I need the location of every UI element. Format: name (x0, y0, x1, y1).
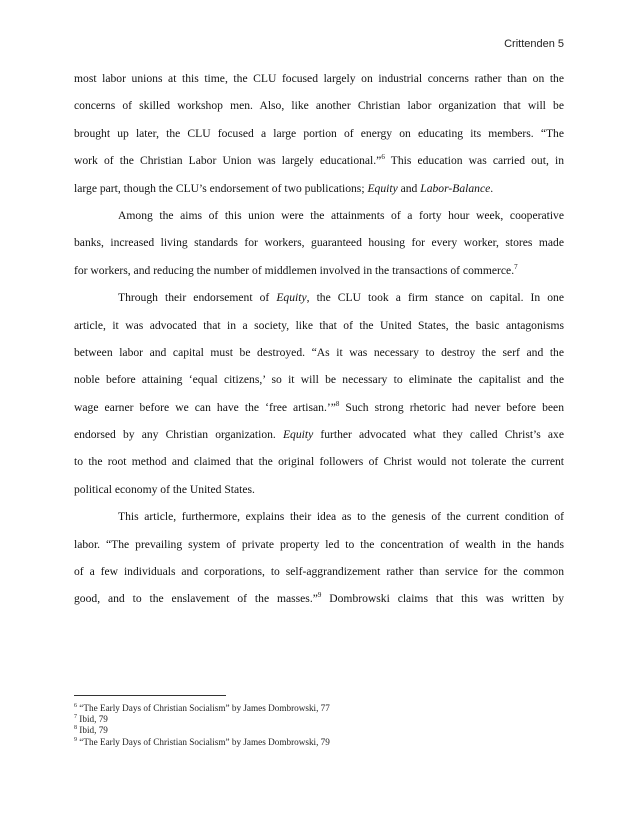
footnote-number: 6 (74, 702, 77, 709)
footnote (74, 725, 554, 736)
text-run: concerns of skilled workshop men. Also, like another Christian labor organization that will be (74, 99, 564, 113)
text-line (74, 70, 564, 97)
text-run: . (490, 181, 494, 195)
text-line (74, 234, 564, 261)
text-run: This education was carried out, in (384, 154, 564, 168)
text-line (74, 563, 564, 590)
footnote-ref: 8 (335, 399, 340, 408)
publication-title: Equity (282, 428, 314, 442)
footnote (74, 737, 554, 748)
text-run: labor. “The prevailing system of private property led to the concentration of wealth in the hands (74, 537, 564, 551)
text-run: large part, though the CLU’s endorsement of two publications; (74, 181, 368, 195)
text-line (74, 125, 564, 152)
header-page-number: 5 (557, 38, 564, 50)
text-run: , the CLU took a firm stance on capital. In one (306, 291, 564, 305)
text-line (74, 180, 564, 207)
publication-title: Labor-Balance (420, 181, 491, 195)
publication-title: Equity (276, 291, 307, 305)
footnote (74, 714, 554, 725)
footnote-number: 7 (74, 714, 77, 721)
text-line (74, 262, 564, 289)
text-run: Dombrowski claims that this was written by (321, 592, 564, 606)
text-line (74, 426, 564, 453)
text-run: banks, increased living standards for workers, guaranteed housing for every worker, stores made (74, 236, 564, 250)
text-run: article, it was advocated that in a society, like that of the United States, the basic antagonisms (74, 318, 564, 332)
text-run: and (397, 181, 421, 195)
text-run: political economy of the United States. (74, 482, 255, 496)
footnote-number: 9 (74, 736, 77, 743)
footnote (74, 703, 554, 714)
text-line (74, 207, 564, 234)
footnote-text: Ibid, 79 (79, 725, 108, 736)
text-line (74, 344, 564, 371)
text-run: This article, furthermore, explains their idea as to the genesis of the current condition of (118, 510, 564, 524)
footnote-ref: 7 (514, 262, 518, 271)
text-run: between labor and capital must be destroyed. “As it was necessary to destroy the serf and the (74, 345, 564, 359)
footnote-number: 8 (74, 725, 77, 732)
text-line (74, 536, 564, 563)
text-line (74, 152, 564, 179)
footnote-ref: 6 (381, 153, 385, 162)
text-run: Such strong rhetoric had never before been (339, 400, 564, 414)
text-line (74, 590, 564, 617)
running-header (504, 38, 564, 50)
text-run: Through their endorsement of (118, 291, 277, 305)
text-run: for workers, and reducing the number of middlemen involved in the transactions of commerce. (74, 263, 515, 277)
text-line (74, 97, 564, 124)
text-line (74, 317, 564, 344)
footnote-text: “The Early Days of Christian Socialism” by James Dombrowski, 77 (79, 703, 330, 713)
text-run: noble before attaining ‘equal citizens,’ so it will be necessary to eliminate the capitalist and the (74, 373, 564, 387)
text-run: most labor unions at this time, the CLU focused largely on industrial concerns rather than on the (74, 72, 564, 85)
text-run: brought up later, the CLU focused a large portion of energy on educating its members. “The (74, 126, 564, 140)
text-run: wage earner before we can have the ‘free artisan.’” (74, 400, 336, 414)
footnote-text: “The Early Days of Christian Socialism” by James Dombrowski, 79 (79, 736, 330, 747)
text-line (74, 399, 564, 426)
text-line (74, 508, 564, 535)
text-run: good, and to the enslavement of the masses.” (74, 592, 318, 606)
text-run: of a few individuals and corporations, to self-aggrandizement rather than service for the common (74, 565, 564, 579)
footnotes (74, 703, 554, 748)
body-text (74, 70, 564, 618)
text-run: work of the Christian Labor Union was largely educational.” (74, 154, 382, 168)
footnote-text: Ibid, 79 (79, 714, 108, 725)
header-author: Crittenden (504, 38, 555, 50)
text-line (74, 453, 564, 480)
footnote-ref: 9 (317, 591, 322, 600)
publication-title: Equity (367, 181, 398, 195)
text-line (74, 289, 564, 316)
text-run: endorsed by any Christian organization. (74, 428, 283, 442)
text-run: Among the aims of this union were the attainments of a forty hour week, cooperative (118, 208, 564, 222)
text-run: further advocated what they called Christ’s axe (313, 428, 564, 442)
footnote-divider (74, 695, 226, 696)
text-run: to the root method and claimed that the original followers of Christ would not tolerate the current (74, 455, 564, 469)
text-line (74, 481, 564, 508)
text-line (74, 371, 564, 398)
